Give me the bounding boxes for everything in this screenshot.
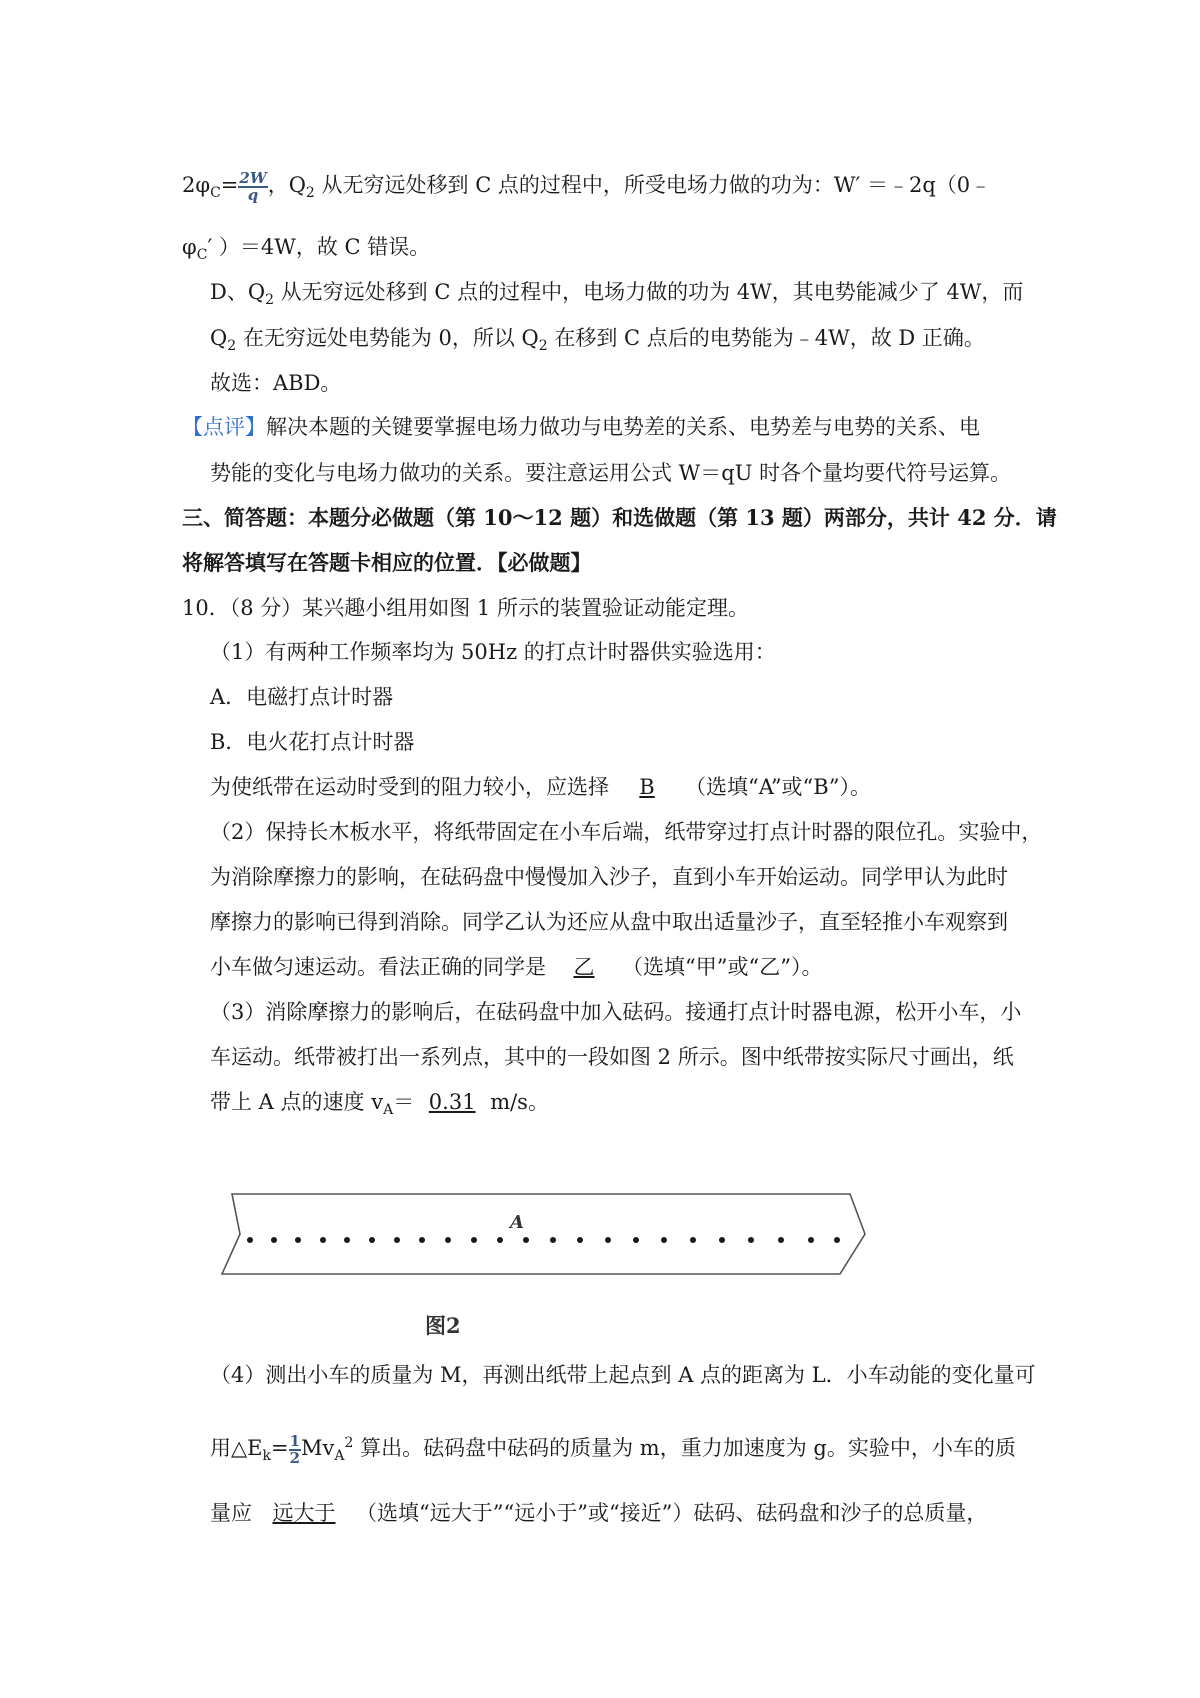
subscript: A [383, 1102, 394, 1119]
answer-blank-2: 乙 [573, 955, 595, 979]
tape-dot [550, 1237, 556, 1243]
sub-question-3-line-1: （3）消除摩擦力的影响后，在砝码盘中加入砝码。接通打点计时器电源，松开小车，小 [210, 1000, 1022, 1024]
text: 解决本题的关键要掌握电场力做功与电势差的关系、电势差与电势的关系、电 [266, 415, 980, 439]
text: = [220, 173, 239, 197]
text: D、Q [210, 280, 266, 304]
tape-dot [247, 1237, 253, 1243]
text: Q [210, 326, 228, 350]
tape-dot [523, 1237, 529, 1243]
answer-line-1 [210, 772, 871, 802]
tape-dot [394, 1237, 400, 1243]
tape-dot-a [497, 1237, 503, 1243]
sub-question-2-line-1: （2）保持长木板水平，将纸带固定在小车后端，纸带穿过打点计时器的限位孔。实验中， [210, 820, 1043, 844]
sub-question-1: （1）有两种工作频率均为 50Hz 的打点计时器供实验选用： [210, 640, 776, 664]
tape-dot [577, 1237, 583, 1243]
text: 在无穷远处电势能为 0，所以 Q [236, 326, 539, 350]
fraction-numerator: 1 [289, 1431, 301, 1450]
answer-choice-line: 故选：ABD。 [210, 371, 342, 395]
subscript: 2 [305, 185, 315, 202]
text: 从无穷远处移到 C 点的过程中，所受电场力做的功为：W′ ＝﹣2q（0﹣ [314, 173, 992, 197]
tape-label-a: A [510, 1212, 524, 1233]
paper-tape-figure [210, 1188, 880, 1284]
tape-dot [369, 1237, 375, 1243]
tape-dot [320, 1237, 326, 1243]
comment-tag: 【点评】 [182, 415, 266, 439]
subscript: 2 [538, 338, 548, 355]
tape-dot [778, 1237, 784, 1243]
option-b: B．电火花打点计时器 [210, 730, 415, 754]
answer-blank-4: 远大于 [272, 1501, 336, 1525]
tape-dot [271, 1237, 277, 1243]
subscript: k [262, 1448, 271, 1465]
text: 小车做匀速运动。看法正确的同学是 [210, 955, 546, 979]
tape-dot [344, 1237, 350, 1243]
fraction-2w-over-q [238, 168, 267, 204]
text: 量应 [210, 1501, 252, 1525]
subscript: 2 [265, 292, 274, 309]
section-heading-line-1: 三、简答题：本题分必做题（第 10～12 题）和选做题（第 13 题）两部分，共计 42 分．请 [182, 505, 1057, 530]
text: m/s。 [490, 1090, 549, 1114]
subscript: A [334, 1448, 345, 1465]
sub-question-2-line-3: 摩擦力的影响已得到消除。同学乙认为还应从盘中取出适量沙子，直至轻推小车观察到 [210, 910, 1008, 934]
solution-line-2 [182, 232, 430, 270]
paper-tape-outline [222, 1194, 865, 1274]
question-10-stem: 10．（8 分）某兴趣小组用如图 1 所示的装置验证动能定理。 [182, 596, 749, 620]
text: 从无穷远处移到 C 点的过程中，电场力做的功为 4W，其电势能减少了 4W，而 [273, 280, 1024, 304]
answer-line-3 [210, 1087, 549, 1125]
figure-2-caption: 图2 [425, 1313, 461, 1338]
option-a: A．电磁打点计时器 [210, 685, 394, 709]
tape-dot [834, 1237, 840, 1243]
text: 带上 A 点的速度 v [210, 1090, 384, 1114]
solution-line-3 [210, 277, 1023, 315]
tape-dot [748, 1237, 754, 1243]
solution-line-1 [182, 170, 991, 208]
tape-dot [471, 1237, 477, 1243]
text: = [270, 1436, 289, 1460]
text: Mv [301, 1436, 335, 1460]
text: 算出。砝码盘中砝码的质量为 m，重力加速度为 g。实验中，小车的质 [353, 1436, 1016, 1460]
sub-question-4-line-2 [210, 1428, 1016, 1471]
superscript: 2 [344, 1435, 354, 1451]
comment-line-2: 势能的变化与电场力做功的关系。要注意运用公式 W＝qU 时各个量均要代符号运算。 [210, 461, 1012, 485]
fraction-denominator: q [247, 185, 259, 204]
text: 2φ [182, 173, 211, 197]
text: （选填“甲”或“乙”）。 [622, 955, 823, 979]
answer-line-4 [210, 1498, 987, 1528]
tape-dot [808, 1237, 814, 1243]
answer-blank-3: 0.31 [428, 1090, 476, 1114]
subscript: C [210, 185, 221, 202]
fraction-denominator: 2 [289, 1448, 301, 1467]
subscript: 2 [227, 338, 237, 355]
text: 用△E [210, 1436, 263, 1460]
tape-dot [605, 1237, 611, 1243]
text: 在移到 C 点后的电势能为﹣4W，故 D 正确。 [547, 326, 985, 350]
tape-dot [445, 1237, 451, 1243]
fraction-one-half [289, 1431, 301, 1467]
tape-dot [633, 1237, 639, 1243]
fraction-numerator: 2W [239, 168, 267, 187]
subscript: C [196, 247, 208, 264]
tape-dot [719, 1237, 725, 1243]
text: ′ ）＝4W，故 C 错误。 [207, 235, 431, 259]
tape-dot [419, 1237, 425, 1243]
answer-blank-1: B [639, 775, 655, 799]
sub-question-3-line-2: 车运动。纸带被打出一系列点，其中的一段如图 2 所示。图中纸带按实际尺寸画出，纸 [210, 1045, 1014, 1069]
text: ，Q [267, 173, 306, 197]
text: （选填“远大于”“远小于”或“接近”）砝码、砝码盘和沙子的总质量， [356, 1501, 988, 1525]
comment-line-1 [182, 412, 980, 442]
text: 为使纸带在运动时受到的阻力较小，应选择 [210, 775, 609, 799]
sub-question-4-line-1: （4）测出小车的质量为 M，再测出纸带上起点到 A 点的距离为 L．小车动能的变化量可 [210, 1363, 1036, 1387]
answer-line-2 [210, 952, 822, 982]
tape-dot [690, 1237, 696, 1243]
tape-dot [661, 1237, 667, 1243]
text: （选填“A”或“B”）。 [685, 775, 871, 799]
section-heading-line-2: 将解答填写在答题卡相应的位置．【必做题】 [182, 550, 592, 575]
text: ＝ [393, 1090, 415, 1114]
sub-question-2-line-2: 为消除摩擦力的影响，在砝码盘中慢慢加入沙子，直到小车开始运动。同学甲认为此时 [210, 865, 1008, 889]
solution-line-4 [210, 323, 985, 361]
text: φ [182, 235, 197, 259]
paper-tape-svg [210, 1188, 880, 1280]
tape-dot [295, 1237, 301, 1243]
